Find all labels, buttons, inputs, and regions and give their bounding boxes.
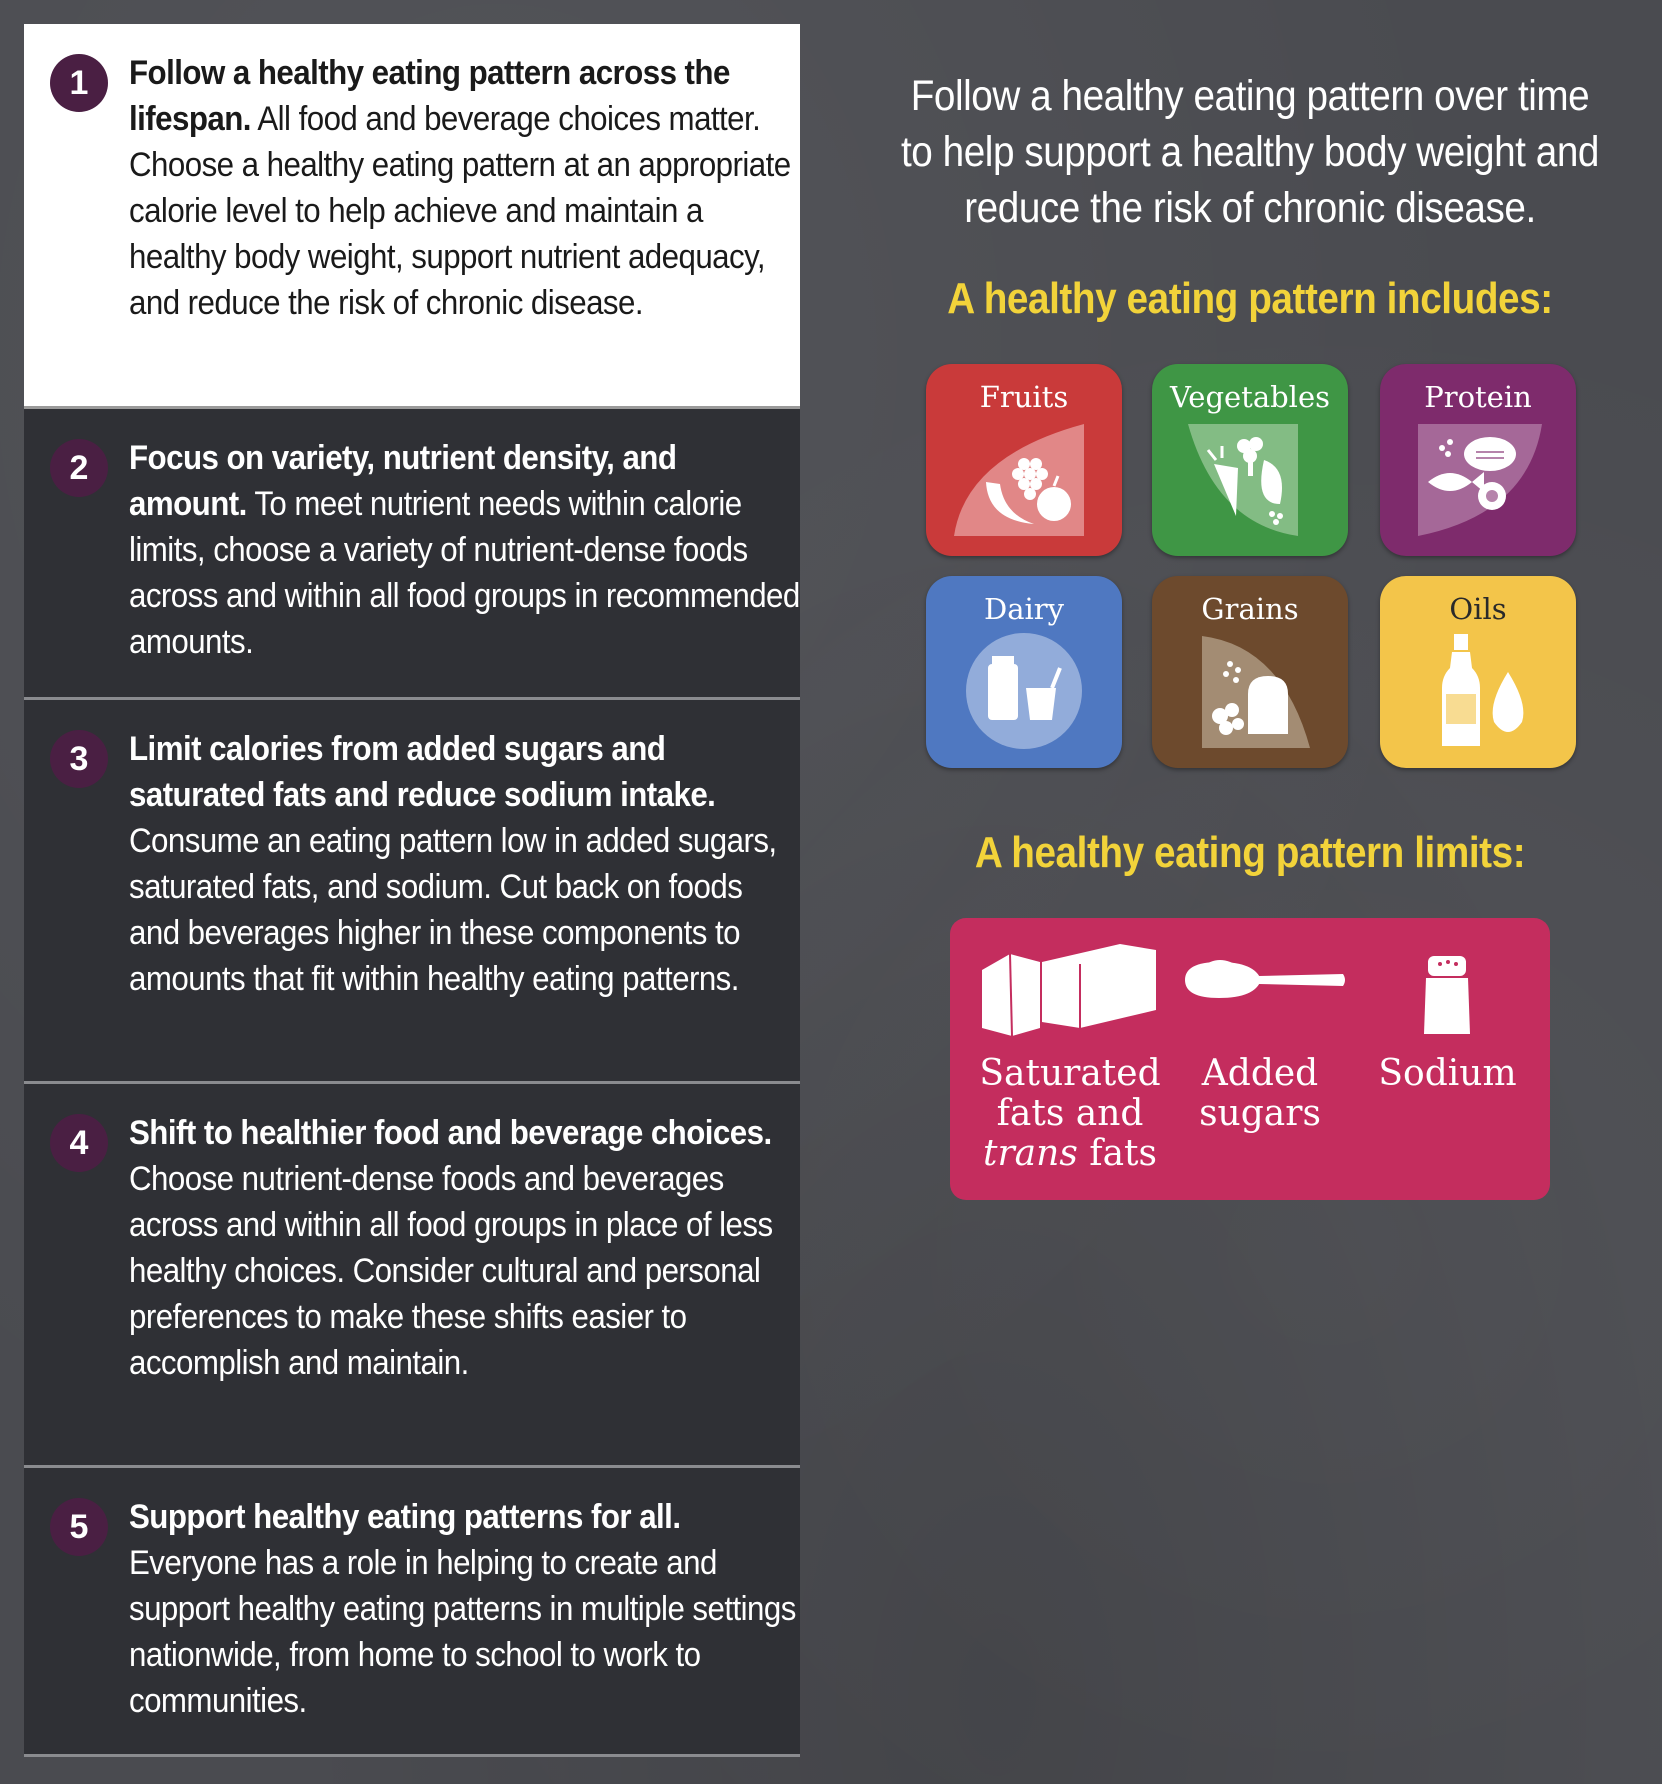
guideline-title: Limit calories from added sugars and saturated fats and reduce sodium intake. xyxy=(129,730,716,814)
guideline-text xyxy=(129,726,801,1002)
guideline-title: Follow a healthy eating pattern across the lifespan. xyxy=(129,54,730,138)
food-group-grains xyxy=(1152,576,1348,768)
salt-shaker-icon xyxy=(1360,918,1535,1048)
guideline-4 xyxy=(24,1084,800,1468)
butter-icon xyxy=(970,918,1170,1048)
limits-heading: A healthy eating pattern limits: xyxy=(974,828,1526,877)
guideline-text xyxy=(129,435,801,665)
guideline-text xyxy=(129,1494,801,1724)
guideline-number-badge: 3 xyxy=(50,730,108,788)
food-group-label: Dairy xyxy=(983,592,1065,626)
intro-statement: Follow a healthy eating pattern over time to help support a healthy body weight and reduce the risk of chronic disease. xyxy=(900,72,1600,232)
limit-label: Added sugars xyxy=(1199,1053,1321,1134)
spoon-icon xyxy=(1175,918,1345,1048)
guideline-title: Support healthy eating patterns for all. xyxy=(129,1498,681,1536)
guideline-title: Focus on variety, nutrient density, and amount. xyxy=(129,439,677,523)
food-group-label: Protein xyxy=(1424,380,1532,414)
guideline-number-badge: 4 xyxy=(50,1114,108,1172)
guideline-body: Consume an eating pattern low in added sugars, saturated fats, and sodium. Cut back on foods and beverages higher in these components to amounts that fit within healthy eating patterns. xyxy=(129,822,777,998)
guideline-5 xyxy=(24,1468,800,1757)
food-group-oils xyxy=(1380,576,1576,768)
guideline-3 xyxy=(24,700,800,1084)
limit-added-sugars xyxy=(1175,918,1345,1200)
food-group-label: Oils xyxy=(1449,592,1507,626)
food-group-label: Vegetables xyxy=(1170,380,1330,414)
guideline-2 xyxy=(24,409,800,700)
food-group-fruits xyxy=(926,364,1122,556)
guideline-body: All food and beverage choices matter. Choose a healthy eating pattern at an appropriate calorie level to help achieve and maintain a healthy body weight, support nutrient adequacy, and reduce the risk of chronic disease. xyxy=(129,100,791,322)
guideline-body: To meet nutrient needs within calorie limits, choose a variety of nutrient-dense foods across and within all food groups in recommended amounts. xyxy=(129,485,800,661)
limit-saturated-fats xyxy=(970,918,1170,1200)
food-group-vegetables xyxy=(1152,364,1348,556)
limit-label: Sodium xyxy=(1378,1053,1517,1094)
includes-heading: A healthy eating pattern includes: xyxy=(947,274,1553,323)
guidelines-list xyxy=(24,24,800,1757)
food-group-protein xyxy=(1380,364,1576,556)
guideline-number-badge: 1 xyxy=(50,54,108,112)
guideline-body: Choose nutrient-dense foods and beverages across and within all food groups in place of less healthy choices. Consider cultural and personal preferences to make these shifts easier to accomplish and maintain. xyxy=(129,1160,773,1382)
guideline-1 xyxy=(24,24,800,409)
guideline-number-badge: 5 xyxy=(50,1498,108,1556)
limit-sodium xyxy=(1360,918,1535,1200)
food-group-label: Grains xyxy=(1201,592,1299,626)
guideline-body: Everyone has a role in helping to create and support healthy eating patterns in multiple settings nationwide, from home to school to work to communities. xyxy=(129,1544,796,1720)
guideline-title: Shift to healthier food and beverage choices. xyxy=(129,1114,772,1152)
food-group-label: Fruits xyxy=(979,380,1069,414)
limits-box xyxy=(950,918,1550,1200)
food-group-dairy xyxy=(926,576,1122,768)
guideline-text xyxy=(129,50,801,326)
guideline-number-badge: 2 xyxy=(50,439,108,497)
limit-label: Saturated fats and trans fats xyxy=(979,1053,1161,1174)
guideline-text xyxy=(129,1110,801,1386)
